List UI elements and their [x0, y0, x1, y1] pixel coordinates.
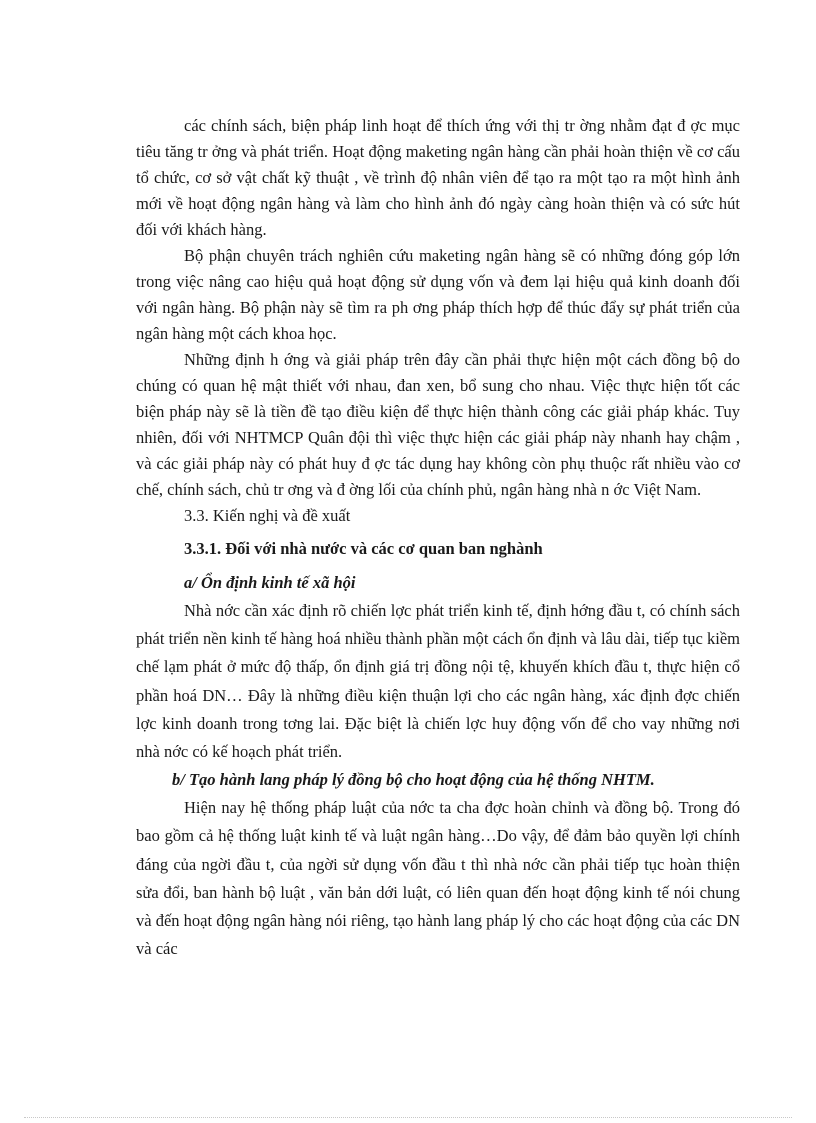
section-heading-3-3: 3.3. Kiến nghị và đề xuất	[184, 506, 351, 525]
paragraph-orientation-solutions: Những định h ớng và giải pháp trên đây cần phải thực hiện một cách đồng bộ do chúng có quan hệ mật thiết với nhau, đan xen, bổ sung cho nhau. Việc thực hiện tốt các biện pháp này sẽ là tiền đề tạo điều kiện để thực hiện thành công các giải pháp khác. Tuy nhiên, đối với NHTMCP Quân đội thì việc thực hiện các giải pháp này nhanh hay chậm , và các giải pháp này có phát huy đ ợc tác dụng hay không còn phụ thuộc rất nhiều vào cơ chế, chính sách, chủ tr ơng và đ ờng lối của chính phủ, ngân hàng nhà n ớc Việt Nam.	[136, 350, 740, 499]
paragraph-marketing-department: Bộ phận chuyên trách nghiên cứu maketing ngân hàng sẽ có những đóng góp lớn trong việc nâng cao hiệu quả hoạt động sử dụng vốn và đem lại hiệu quả kinh doanh đối với ngân hàng. Bộ phận này sẽ tìm ra ph ơng pháp thích hợp để thúc đẩy sự phát triển của ngân hàng một cách khoa học.	[136, 246, 740, 343]
paragraph-state-strategy: Nhà nớc cần xác định rõ chiến lợc phát triển kinh tế, định hớng đầu t, có chính sách phát triển nền kinh tế hàng hoá nhiều thành phần một cách ổn định và lâu dài, tiếp tục kiềm chế lạm phát ở mức độ thấp, ổn định giá trị đồng nội tệ, khuyến khích đầu t, thực hiện cổ phần hoá DN… Đây là những điều kiện thuận lợi cho các ngân hàng, xác định đợc chiến lợc kinh doanh trong tơng lai. Đặc biệt là chiến lợc huy động vốn để cho vay những nơi nhà nớc có kế hoạch phát triển.	[136, 601, 740, 762]
subsection-heading-3-3-1: 3.3.1. Đối với nhà nước và các cơ quan ban nghành	[184, 539, 543, 558]
page-bottom-divider	[24, 1117, 792, 1118]
paragraph-legal-system: Hiện nay hệ thống pháp luật của nớc ta cha đợc hoàn chỉnh và đồng bộ. Trong đó bao gồm cả hệ thống luật kinh tế và luật ngân hàng…Do vậy, để đảm bảo quyền lợi chính đáng của ngời đầu t, của ngời sử dụng vốn đầu t thì nhà nớc cần phải tiếp tục hoàn thiện sửa đổi, ban hành bộ luật , văn bản dới luật, có liên quan đến hoạt động kinh tế nói chung và đến hoạt động ngân hàng nói riêng, tạo hành lang pháp lý cho các hoạt động của các DN và các	[136, 798, 740, 959]
document-page	[136, 113, 740, 963]
heading-stabilize-economy: a/ Ổn định kinh tế xã hội	[184, 573, 356, 592]
heading-legal-corridor: b/ Tạo hành lang pháp lý đồng bộ cho hoạt động của hệ thống NHTM.	[172, 770, 655, 790]
paragraph-marketing-policy: các chính sách, biện pháp linh hoạt để thích ứng với thị tr ờng nhằm đạt đ ợc mục tiêu tăng tr ởng và phát triển. Hoạt động maketing ngân hàng cần phải hoàn thiện về cơ cấu tổ chức, cơ sở vật chất kỹ thuật , về trình độ nhân viên để tạo ra một tạo ra một hình ảnh mới về hoạt động ngân hàng và làm cho hình ảnh đó ngày càng hoàn thiện và có sức hút đối với khách hàng.	[136, 116, 740, 239]
